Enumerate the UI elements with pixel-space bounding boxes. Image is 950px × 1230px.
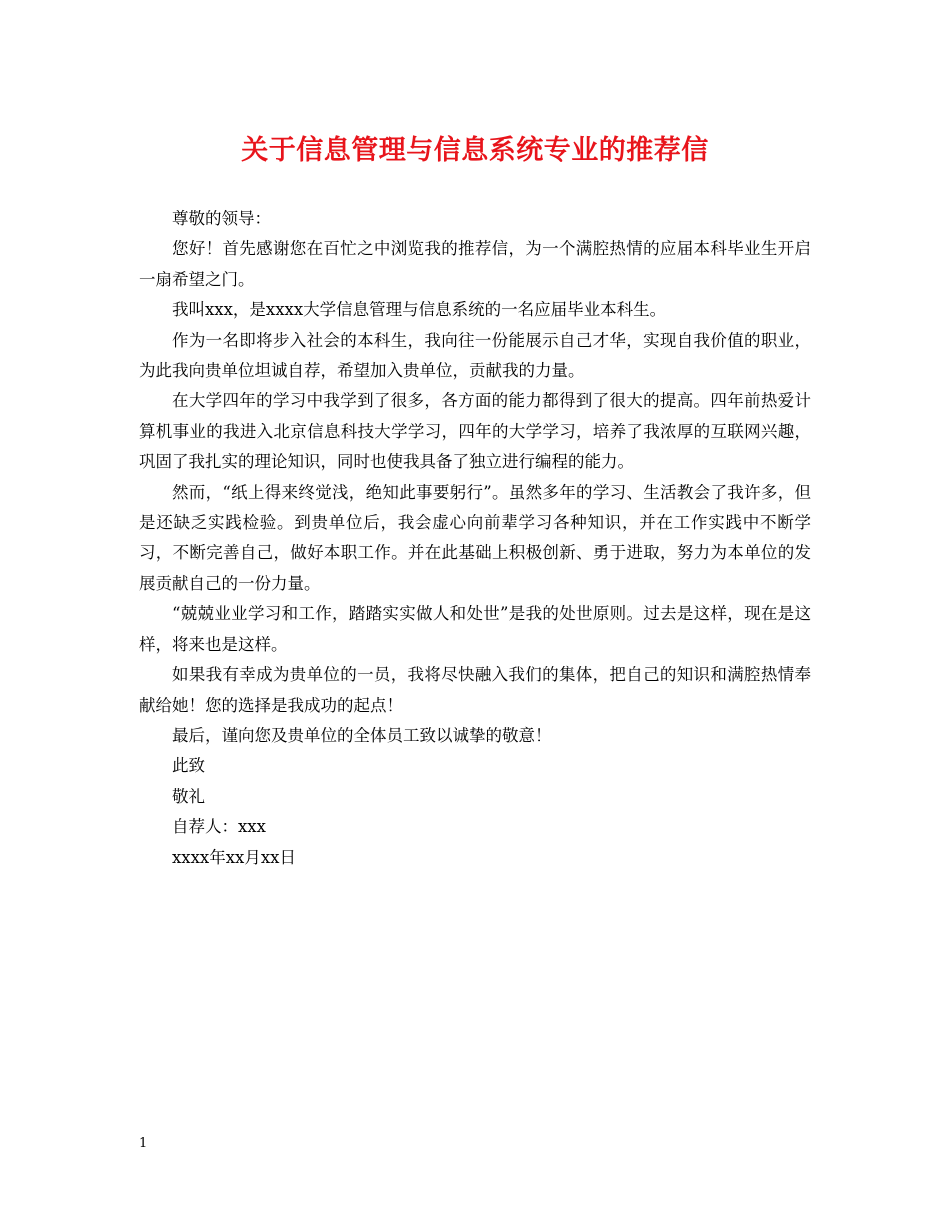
- paragraph-regards: 最后，谨向您及贵单位的全体员工致以诚挚的敬意！: [172, 725, 552, 745]
- paragraph-education: 在大学四年的学习中我学到了很多，各方面的能力都得到了很大的提高。四年前热爱计算机事业的我进入北京信息科技大学学习，四年的大学学习，培养了我浓厚的互联网兴趣，巩固了我扎实的理论知识，同时也使我具备了独立进行编程的能力。: [139, 391, 811, 472]
- closing-line-2: 敬礼: [172, 786, 205, 806]
- paragraph-principle: “兢兢业业学习和工作，踏踏实实做人和处世”是我的处世原则。过去是这样，现在是这样，将来也是这样。: [139, 604, 811, 654]
- signature: 自荐人：xxx: [172, 817, 266, 837]
- paragraph-practice: 然而，“纸上得来终觉浅，绝知此事要躬行”。虽然多年的学习、生活教会了我许多，但是还缺乏实践检验。到贵单位后，我会虚心向前辈学习各种知识，并在工作实践中不断学习，不断完善自己，做好本职工作。并在此基础上积极创新、勇于进取，努力为本单位的发展贡献自己的一份力量。: [139, 482, 811, 593]
- paragraph-greeting: 您好！首先感谢您在百忙之中浏览我的推荐信，为一个满腔热情的应届本科毕业生开启一扇希望之门。: [139, 239, 811, 289]
- paragraph-hope: 如果我有幸成为贵单位的一员，我将尽快融入我们的集体，把自己的知识和满腔热情奉献给她！您的选择是我成功的起点！: [139, 665, 811, 715]
- page-number: 1: [139, 1136, 148, 1151]
- salutation: 尊敬的领导：: [172, 209, 271, 228]
- date: xxxx年xx月xx日: [172, 847, 296, 867]
- closing-line-1: 此致: [172, 756, 205, 776]
- letter-body: [139, 204, 811, 873]
- paragraph-introduction: 我叫xxx，是xxxx大学信息管理与信息系统的一名应届毕业本科生。: [172, 300, 667, 320]
- paragraph-motivation: 作为一名即将步入社会的本科生，我向往一份能展示自己才华，实现自我价值的职业，为此我向贵单位坦诚自荐，希望加入贵单位，贡献我的力量。: [139, 330, 811, 381]
- document-title: 关于信息管理与信息系统专业的推荐信: [241, 135, 709, 166]
